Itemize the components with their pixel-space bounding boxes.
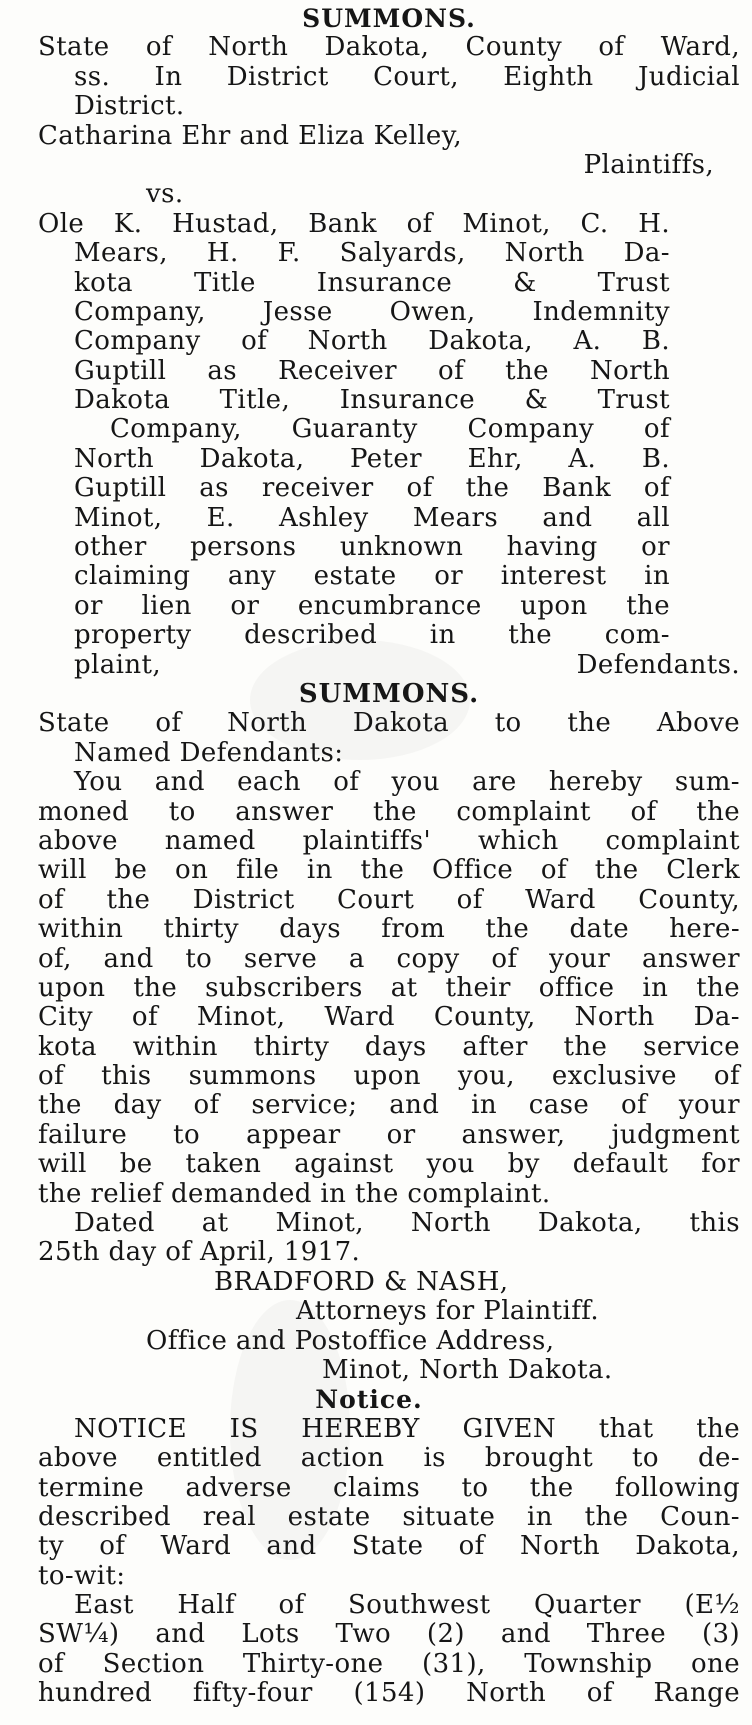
land-line: of Section Thirty-one (31), Township one	[38, 1648, 740, 1679]
defendants-line: Company, Jesse Owen, Indemnity	[74, 296, 670, 327]
defendants-line: Ole K. Hustad, Bank of Minot, C. H.	[38, 208, 670, 239]
body-line: moned to answer the complaint of the	[38, 796, 740, 827]
body-line: You and each of you are hereby sum-	[74, 767, 740, 798]
body-line: kota within thirty days after the service	[38, 1031, 740, 1062]
address-line: Named Defendants:	[74, 737, 344, 768]
defendants-line: Mears, H. F. Salyards, North Da-	[74, 238, 670, 269]
office-address-label: Office and Postoffice Address,	[146, 1325, 555, 1356]
body-line: above named plaintiffs' which complaint	[38, 825, 740, 856]
notice-line: NOTICE IS HEREBY GIVEN that the	[74, 1413, 740, 1444]
defendants-block	[38, 210, 670, 651]
firm-role: Attorneys for Plaintiff.	[296, 1296, 600, 1327]
versus-label: vs.	[146, 179, 184, 210]
notice-heading: Notice.	[315, 1385, 423, 1415]
defendants-line: or lien or encumbrance upon the	[74, 590, 670, 621]
summons-heading-second: SUMMONS.	[298, 678, 480, 709]
summons-body	[38, 768, 740, 1209]
defendants-line: Guptill as Receiver of the North	[74, 355, 670, 386]
dated-line: Dated at Minot, North Dakota, this	[74, 1208, 740, 1239]
body-line: the day of service; and in case of your	[38, 1090, 740, 1121]
defendants-line: claiming any estate or interest in	[74, 561, 670, 592]
caption-line: District.	[74, 91, 185, 122]
plaintiffs-label: Plaintiffs,	[583, 149, 714, 180]
defendants-line: Company, Guaranty Company of	[110, 414, 670, 445]
land-line: East Half of Southwest Quarter (E½	[74, 1590, 740, 1621]
notice-line: termine adverse claims to the following	[38, 1472, 740, 1503]
body-line: upon the subscribers at their office in the	[38, 972, 740, 1003]
firm-name: BRADFORD & NASH,	[214, 1266, 509, 1297]
defendants-line: kota Title Insurance & Trust	[74, 267, 670, 298]
body-line: failure to appear or answer, judgment	[38, 1119, 740, 1150]
body-line: of the District Court of Ward County,	[38, 884, 740, 915]
defendants-line: property described in the com-	[74, 620, 670, 651]
body-line: the relief demanded in the complaint.	[38, 1178, 551, 1209]
defendants-line: Minot, E. Ashley Mears and all	[74, 502, 670, 533]
defendants-line: Guptill as receiver of the Bank of	[74, 473, 670, 504]
defendants-line: Company of North Dakota, A. B.	[74, 326, 670, 357]
defendants-last-word: plaint,	[74, 649, 162, 680]
body-line: of this summons upon you, exclusive of	[38, 1061, 740, 1092]
land-line: SW¼) and Lots Two (2) and Three (3)	[38, 1619, 740, 1650]
notice-line: to-wit:	[38, 1560, 126, 1591]
body-line: will be taken against you by default for	[38, 1149, 740, 1180]
legal-notice-column	[38, 4, 740, 1709]
defendants-line: other persons unknown having or	[74, 532, 670, 563]
notice-body	[38, 1415, 740, 1591]
body-line: within thirty days from the date here-	[38, 914, 740, 945]
dated-line: 25th day of April, 1917.	[38, 1237, 361, 1268]
address-line: State of North Dakota to the Above	[38, 708, 740, 739]
body-line: will be on file in the Office of the Clerk	[38, 855, 740, 886]
defendants-final-line	[38, 651, 740, 680]
defendants-label: Defendants.	[576, 649, 740, 680]
land-line: hundred fifty-four (154) North of Range	[38, 1678, 740, 1709]
caption-line: ss. In District Court, Eighth Judicial	[74, 61, 740, 92]
notice-line: described real estate situate in the Coun-	[38, 1501, 740, 1532]
plaintiffs-names: Catharina Ehr and Eliza Kelley,	[38, 120, 463, 151]
land-description	[38, 1591, 740, 1709]
body-line: of, and to serve a copy of your answer	[38, 943, 740, 974]
caption-line: State of North Dakota, County of Ward,	[38, 32, 740, 63]
summons-heading-top: SUMMONS.	[302, 4, 476, 33]
notice-line: above entitled action is brought to de-	[38, 1443, 740, 1474]
signature-block	[38, 1268, 740, 1386]
notice-line: ty of Ward and State of North Dakota,	[38, 1531, 740, 1562]
office-city: Minot, North Dakota.	[322, 1354, 613, 1385]
defendants-line: North Dakota, Peter Ehr, A. B.	[74, 443, 670, 474]
defendants-line: Dakota Title, Insurance & Trust	[74, 385, 670, 416]
body-line: City of Minot, Ward County, North Da-	[38, 1002, 740, 1033]
